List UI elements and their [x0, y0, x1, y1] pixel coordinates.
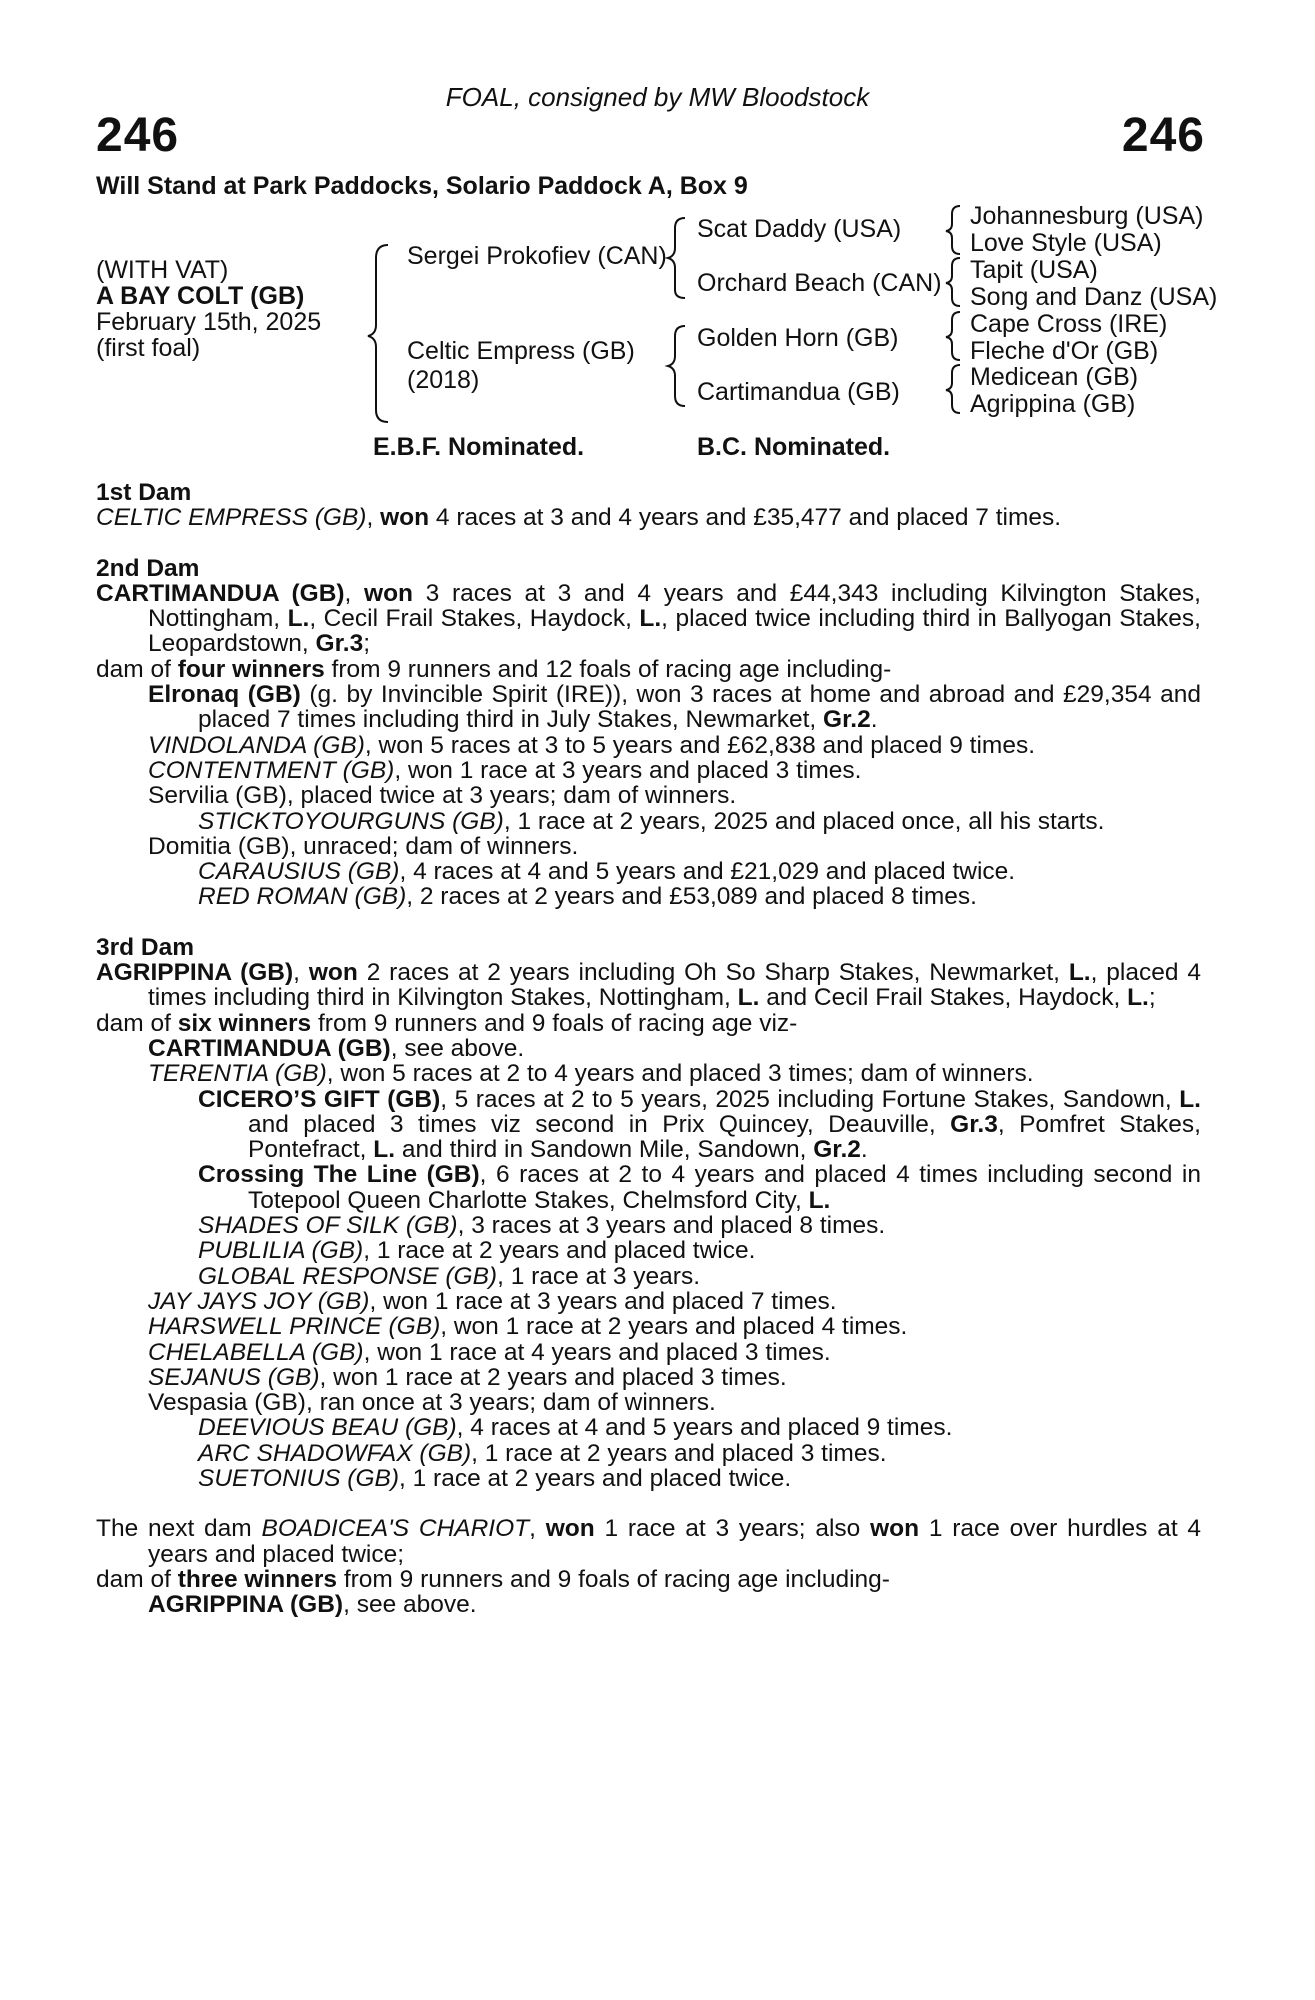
dam-name: Celtic Empress (GB): [407, 337, 635, 365]
catalogue-body: [96, 480, 1201, 1617]
g4-4: Song and Danz (USA): [970, 283, 1218, 311]
produce-elronaq: Elronaq (GB) (g. by Invincible Spirit (IRE)), won 3 races at home and abroad and £29,354 and placed 7 times including third in July Stakes, Newmarket, Gr.2.: [148, 681, 1201, 734]
produce-agrippina: AGRIPPINA (GB), see above.: [148, 1591, 477, 1619]
produce-suetonius: SUETONIUS (GB), 1 race at 2 years and placed twice.: [198, 1464, 792, 1492]
stand-location: Will Stand at Park Paddocks, Solario Paddock A, Box 9: [96, 172, 748, 200]
second-dam-produce: dam of four winners from 9 runners and 12 foals of racing age including-: [96, 655, 892, 683]
sire-dam: Orchard Beach (CAN): [697, 269, 942, 297]
dam-sire: Golden Horn (GB): [697, 324, 899, 352]
produce-chelabella: CHELABELLA (GB), won 1 race at 4 years and placed 3 times.: [148, 1338, 831, 1366]
g4-2: Love Style (USA): [970, 229, 1162, 257]
produce-terentia: TERENTIA (GB), won 5 races at 2 to 4 years and placed 3 times; dam of winners.: [148, 1060, 1034, 1088]
third-dam-heading: 3rd Dam: [96, 933, 195, 961]
second-dam-record: CARTIMANDUA (GB), won 3 races at 3 and 4 years and £44,343 including Kilvington Stakes, Nottingham, L., Cecil Frail Stakes, Haydock, L., placed twice including third in Ballyogan Stakes, Leopardstown, Gr.3;: [96, 579, 1201, 658]
produce-ciceros-gift: CICERO’S GIFT (GB), 5 races at 2 to 5 years, 2025 including Fortune Stakes, Sandown, L. and placed 3 times viz second in Prix Quincey, Deauville, Gr.3, Pomfret Stakes, Pontefract, L. and third in Sandown Mile, Sandown, Gr.2.: [198, 1085, 1201, 1164]
dam-year: (2018): [407, 366, 480, 394]
foaling-date: February 15th, 2025: [96, 308, 322, 336]
lot-number-right: 246: [1121, 109, 1205, 162]
sire-name: Sergei Prokofiev (CAN): [407, 242, 667, 270]
produce-vindolanda: VINDOLANDA (GB), won 5 races at 3 to 5 years and £62,838 and placed 9 times.: [148, 731, 1035, 759]
first-dam-line: CELTIC EMPRESS (GB), won 4 races at 3 and 4 years and £35,477 and placed 7 times.: [96, 504, 1062, 532]
produce-crossing-the-line: Crossing The Line (GB), 6 races at 2 to 4 years and placed 4 times including second in Totepool Queen Charlotte Stakes, Chelmsford City, L.: [198, 1161, 1202, 1214]
produce-sejanus: SEJANUS (GB), won 1 race at 2 years and placed 3 times.: [148, 1363, 787, 1391]
horse-name: A BAY COLT (GB): [96, 282, 305, 310]
first-dam-heading: 1st Dam: [96, 479, 192, 506]
g4-3: Tapit (USA): [970, 256, 1098, 284]
produce-jay-jays-joy: JAY JAYS JOY (GB), won 1 race at 3 years and placed 7 times.: [148, 1287, 837, 1315]
g4-8: Agrippina (GB): [970, 390, 1136, 418]
produce-contentment: CONTENTMENT (GB), won 1 race at 3 years and placed 3 times.: [148, 756, 862, 784]
g4-1: Johannesburg (USA): [970, 202, 1204, 230]
produce-servilia: Servilia (GB), placed twice at 3 years; dam of winners.: [148, 782, 737, 810]
produce-global-response: GLOBAL RESPONSE (GB), 1 race at 3 years.: [198, 1262, 700, 1290]
produce-red-roman: RED ROMAN (GB), 2 races at 2 years and £53,089 and placed 8 times.: [198, 883, 977, 911]
g4-7: Medicean (GB): [970, 363, 1139, 391]
next-dam-record: The next dam BOADICEA'S CHARIOT, won 1 race at 3 years; also won 1 race over hurdles at 4 years and placed twice;: [96, 1515, 1202, 1568]
produce-vespasia: Vespasia (GB), ran once at 3 years; dam of winners.: [148, 1389, 716, 1417]
third-dam-record: AGRIPPINA (GB), won 2 races at 2 years including Oh So Sharp Stakes, Newmarket, L., placed 4 times including third in Kilvington Stakes, Nottingham, L. and Cecil Frail Stakes, Haydock, L.;: [96, 959, 1201, 1012]
next-dam-produce: dam of three winners from 9 runners and 9 foals of racing age including-: [96, 1565, 890, 1593]
produce-shades-of-silk: SHADES OF SILK (GB), 3 races at 3 years and placed 8 times.: [198, 1212, 886, 1240]
g4-5: Cape Cross (IRE): [970, 310, 1168, 338]
third-dam-produce: dam of six winners from 9 runners and 9 foals of racing age viz-: [96, 1009, 798, 1037]
produce-cartimandua: CARTIMANDUA (GB), see above.: [148, 1034, 525, 1062]
g4-6: Fleche d'Or (GB): [970, 337, 1159, 365]
produce-publilia: PUBLILIA (GB), 1 race at 2 years and placed twice.: [198, 1237, 756, 1265]
second-dam-heading: 2nd Dam: [96, 554, 200, 582]
produce-carausius: CARAUSIUS (GB), 4 races at 4 and 5 years and £21,029 and placed twice.: [198, 858, 1016, 886]
sire-sire: Scat Daddy (USA): [697, 215, 902, 243]
lot-number-left: 246: [96, 109, 180, 162]
produce-sticktoyourguns: STICKTOYOURGUNS (GB), 1 race at 2 years, 2025 and placed once, all his starts.: [198, 807, 1105, 835]
ebf-nominated: E.B.F. Nominated.: [373, 433, 585, 461]
produce-arc-shadowfax: ARC SHADOWFAX (GB), 1 race at 2 years and placed 3 times.: [198, 1439, 887, 1467]
vat-note: (WITH VAT): [96, 256, 229, 284]
produce-domitia: Domitia (GB), unraced; dam of winners.: [148, 832, 579, 860]
consignment-line: FOAL, consigned by MW Bloodstock: [445, 82, 870, 112]
produce-harswell-prince: HARSWELL PRINCE (GB), won 1 race at 2 years and placed 4 times.: [148, 1313, 908, 1341]
bc-nominated: B.C. Nominated.: [697, 433, 891, 461]
foal-note: (first foal): [96, 334, 201, 362]
produce-deevious-beau: DEEVIOUS BEAU (GB), 4 races at 4 and 5 years and placed 9 times.: [198, 1414, 953, 1442]
dam-dam: Cartimandua (GB): [697, 378, 900, 406]
